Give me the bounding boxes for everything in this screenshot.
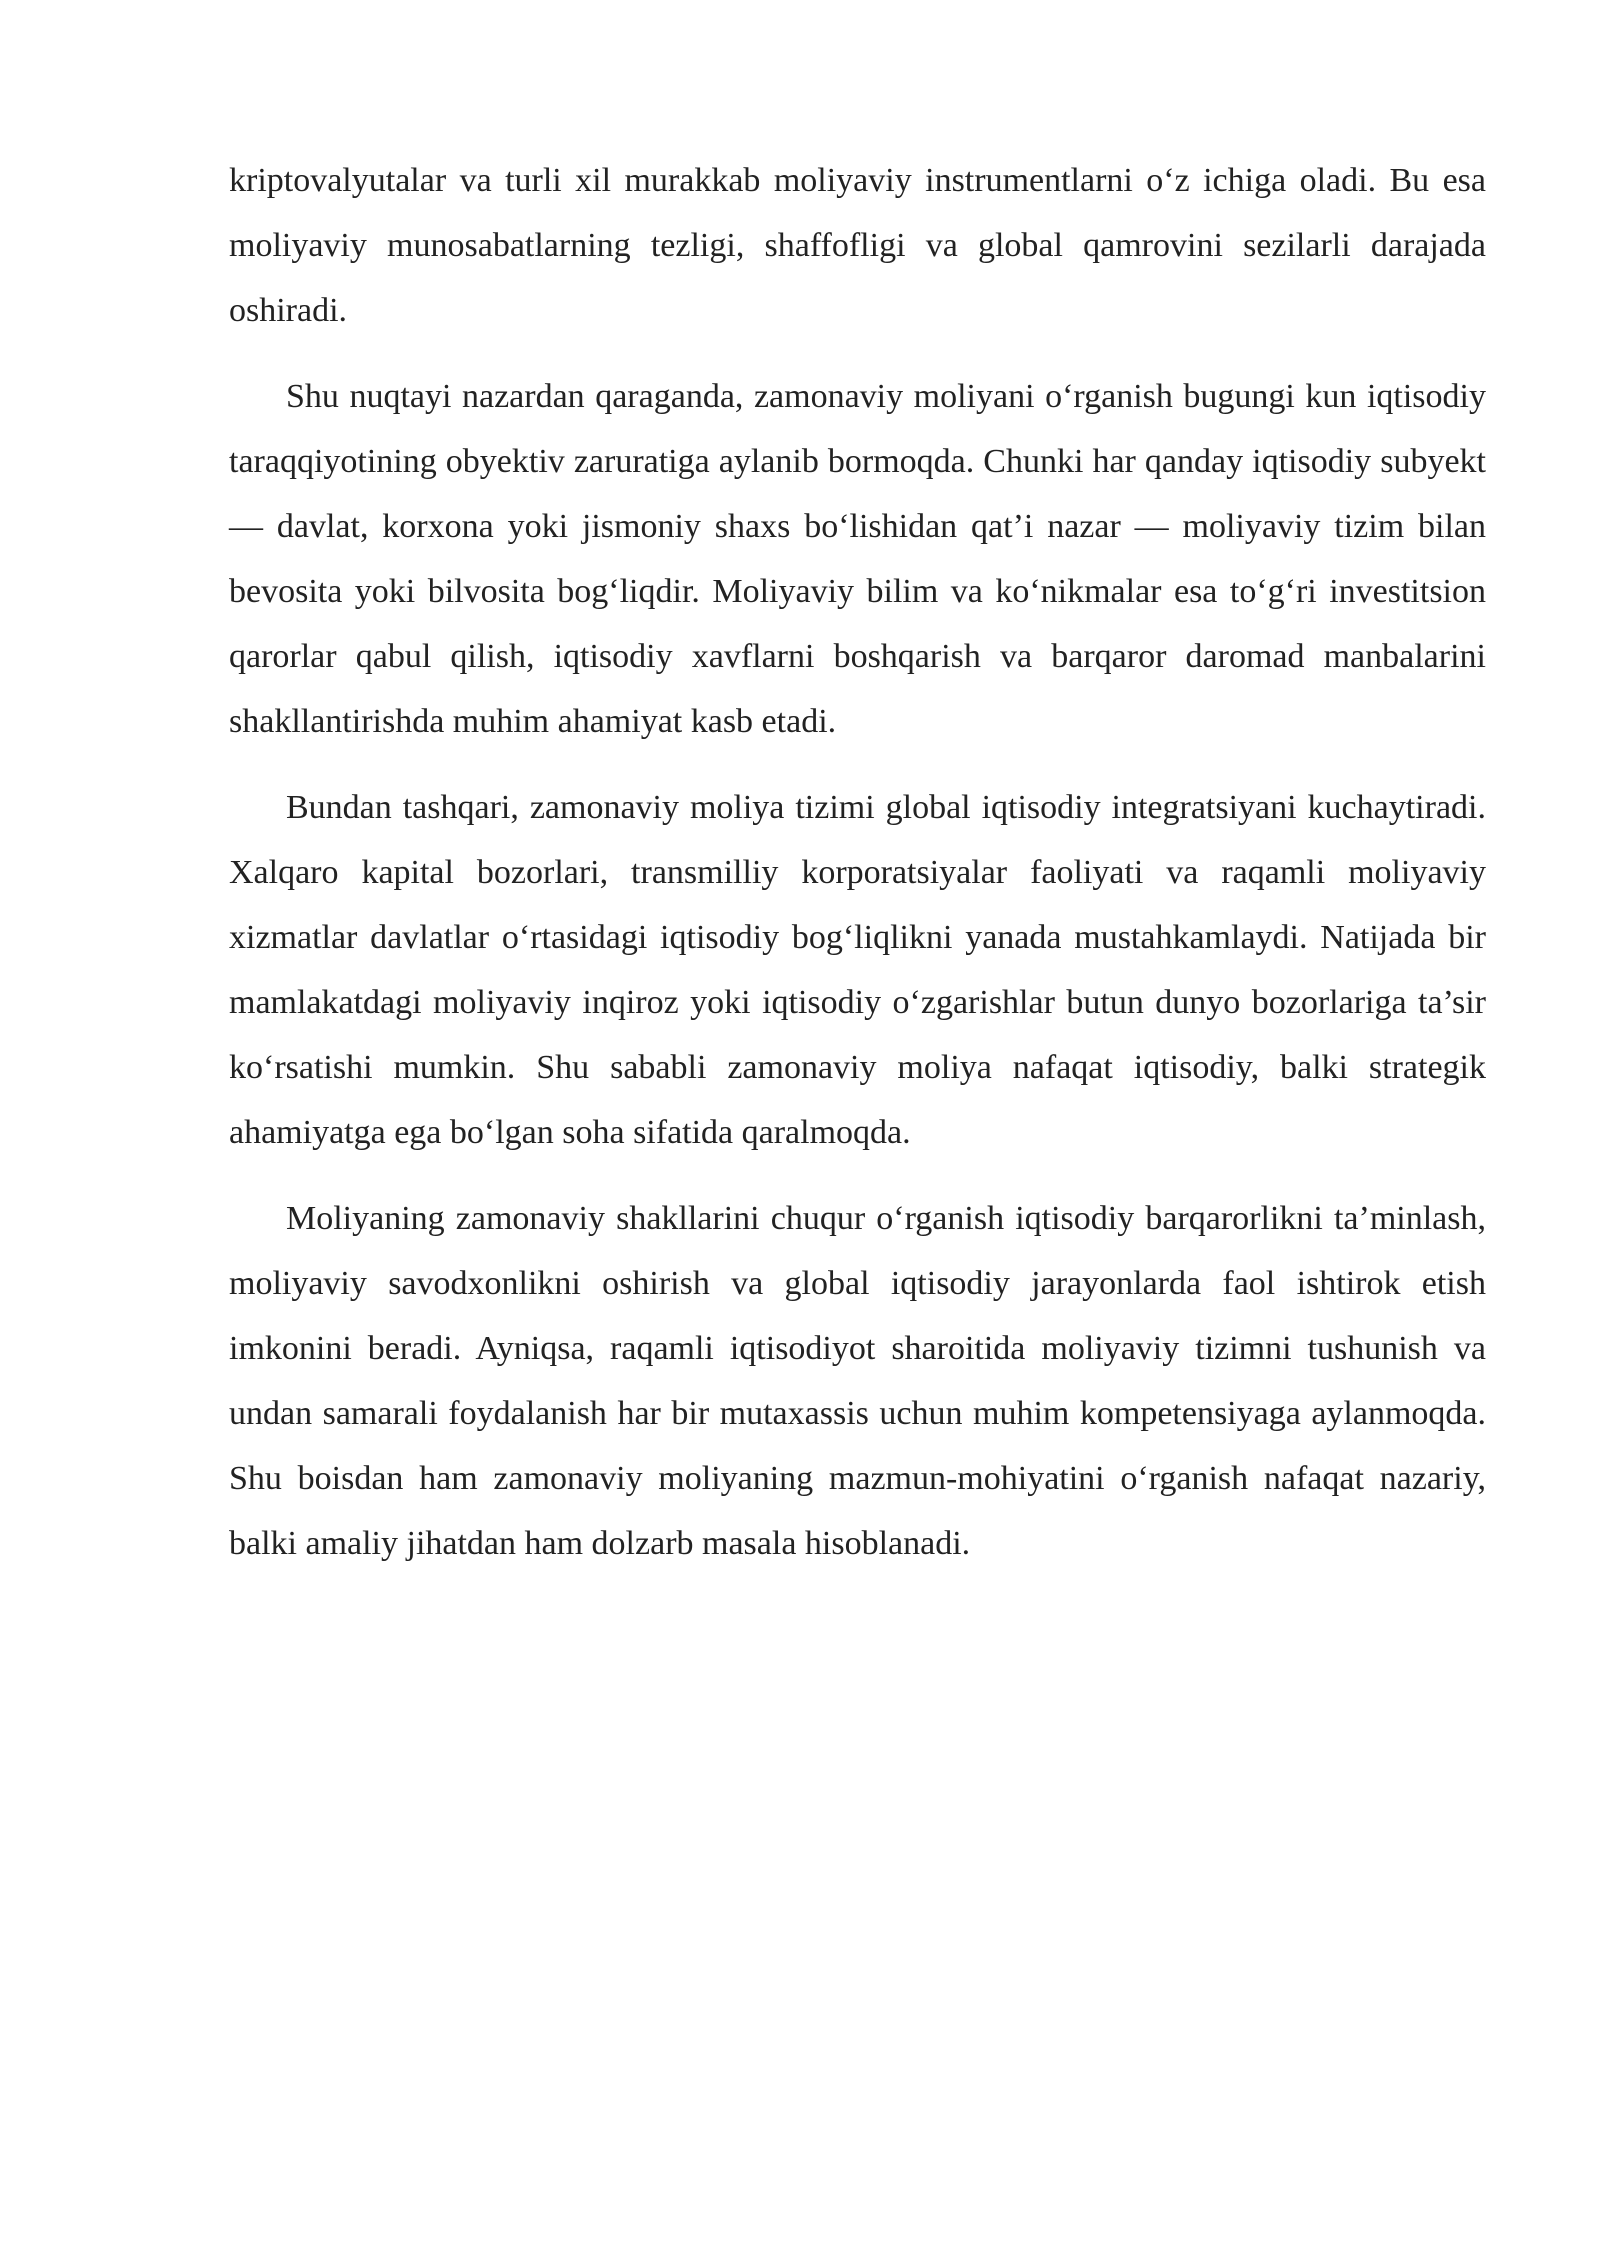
paragraph-modern-finance-study: Shu nuqtayi nazardan qaraganda, zamonaviy moliyani o‘rganish bugungi kun iqtisodiy taraqqiyotining obyektiv zaruratiga aylanib bormoqda. Chunki har qanday iqtisodiy subyekt — davlat, korxona yoki jismoniy shaxs bo‘lishidan qat’i nazar — moliyaviy tizim bilan bevosita yoki bilvosita bog‘liqdir. Moliyaviy bilim va ko‘nikmalar esa to‘g‘ri investitsion qarorlar qabul qilish, iqtisodiy xavflarni boshqarish va barqaror daromad manbalarini shakllantirishda muhim ahamiyat kasb etadi. <box>229 378 1486 740</box>
paragraph-global-integration: Bundan tashqari, zamonaviy moliya tizimi global iqtisodiy integratsiyani kuchaytiradi. Xalqaro kapital bozorlari, transmilliy korporatsiyalar faoliyati va raqamli moliyaviy xizmatlar davlatlar o‘rtasidagi iqtisodiy bog‘liqlikni yanada mustahkamlaydi. Natijada bir mamlakatdagi moliyaviy inqiroz yoki iqtisodiy o‘zgarishlar butun dunyo bozorlariga ta’sir ko‘rsatishi mumkin. Shu sababli zamonaviy moliya nafaqat iqtisodiy, balki strategik ahamiyatga ega bo‘lgan soha sifatida qaralmoqda. <box>229 789 1486 1151</box>
paragraph-conclusion: Moliyaning zamonaviy shakllarini chuqur o‘rganish iqtisodiy barqarorlikni ta’minlash, moliyaviy savodxonlikni oshirish va global iqtisodiy jarayonlarda faol ishtirok etish imkonini beradi. Ayniqsa, raqamli iqtisodiyot sharoitida moliyaviy tizimni tushunish va undan samarali foydalanish har bir mutaxassis uchun muhim kompetensiyaga aylanmoqda. Shu boisdan ham zamonaviy moliyaning mazmun-mohiyatini o‘rganish nafaqat nazariy, balki amaliy jihatdan ham dolzarb masala hisoblanadi. <box>229 1200 1486 1562</box>
document-body <box>229 148 1486 1597</box>
paragraph-continuation: kriptovalyutalar va turli xil murakkab moliyaviy instrumentlarni o‘z ichiga oladi. Bu esa moliyaviy munosabatlarning tezligi, shaffofligi va global qamrovini sezilarli darajada oshiradi. <box>229 162 1486 329</box>
